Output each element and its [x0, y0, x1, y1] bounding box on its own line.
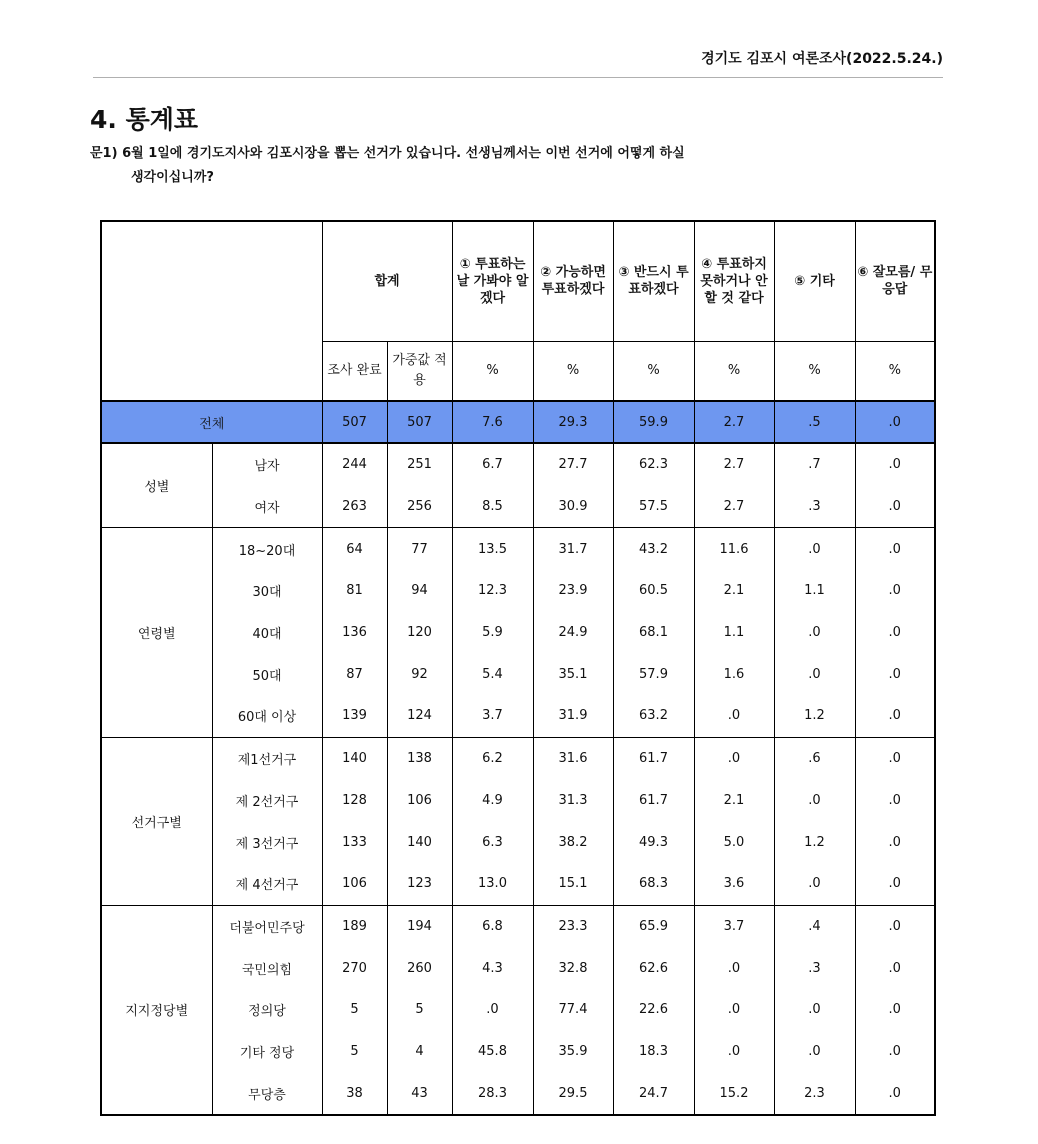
- row-label: 정의당: [212, 989, 322, 1031]
- cell-value: 45.8: [452, 1031, 533, 1073]
- row-label: 무당층: [212, 1072, 322, 1115]
- row-label: 50대: [212, 653, 322, 695]
- header-col-4: ④ 투표하지 못하거나 안할 것 같다: [694, 221, 774, 341]
- cell-value: 61.7: [613, 780, 694, 822]
- row-label: 남자: [212, 443, 322, 486]
- cell-value: 77.4: [533, 989, 613, 1031]
- table-row: [101, 528, 935, 570]
- cell-value: 5.0: [694, 821, 774, 863]
- cell-value: .0: [774, 528, 855, 570]
- cell-value: 29.5: [533, 1072, 613, 1115]
- cell-value: .0: [774, 1031, 855, 1073]
- cell-value: 28.3: [452, 1072, 533, 1115]
- subheader-weighted: 가중값 적용: [387, 341, 452, 401]
- cell-value: 27.7: [533, 443, 613, 486]
- cell-value: .0: [855, 989, 935, 1031]
- cell-value: .0: [694, 989, 774, 1031]
- cell-value: 23.9: [533, 570, 613, 612]
- header-col-2: ② 가능하면 투표하겠다: [533, 221, 613, 341]
- cell-value: .0: [855, 780, 935, 822]
- cell-value: 11.6: [694, 528, 774, 570]
- cell-value: 3.7: [694, 905, 774, 947]
- subheader-pct: %: [452, 341, 533, 401]
- cell-value: 123: [387, 863, 452, 905]
- cell-value: 38.2: [533, 821, 613, 863]
- cell-value: .0: [855, 443, 935, 486]
- subheader-pct: %: [855, 341, 935, 401]
- cell-value: 31.3: [533, 780, 613, 822]
- cell-value: 43: [387, 1072, 452, 1115]
- cell-value: .0: [855, 653, 935, 695]
- cell-value: 256: [387, 486, 452, 528]
- cell-value: 77: [387, 528, 452, 570]
- total-value: 59.9: [613, 401, 694, 443]
- cell-value: 263: [322, 486, 387, 528]
- table-row: [101, 570, 935, 612]
- row-label: 제 2선거구: [212, 780, 322, 822]
- cell-value: 81: [322, 570, 387, 612]
- cell-value: 106: [322, 863, 387, 905]
- cell-value: 94: [387, 570, 452, 612]
- cell-value: .0: [855, 486, 935, 528]
- header-corner: [101, 221, 322, 401]
- row-label: 제 3선거구: [212, 821, 322, 863]
- total-label: 전체: [101, 401, 322, 443]
- cell-value: 15.2: [694, 1072, 774, 1115]
- total-value: .5: [774, 401, 855, 443]
- cell-value: 35.9: [533, 1031, 613, 1073]
- cell-value: 270: [322, 947, 387, 989]
- cell-value: 65.9: [613, 905, 694, 947]
- cell-value: 5: [322, 989, 387, 1031]
- cell-value: 1.1: [774, 570, 855, 612]
- table-row: [101, 947, 935, 989]
- cell-value: .4: [774, 905, 855, 947]
- table-row: [101, 653, 935, 695]
- cell-value: 31.9: [533, 695, 613, 737]
- table-body: [101, 443, 935, 1115]
- total-value: 2.7: [694, 401, 774, 443]
- section-title: 4. 통계표: [90, 105, 199, 134]
- group-label: 연령별: [101, 528, 212, 737]
- cell-value: 2.3: [774, 1072, 855, 1115]
- cell-value: .0: [855, 737, 935, 779]
- cell-value: 260: [387, 947, 452, 989]
- cell-value: 49.3: [613, 821, 694, 863]
- cell-value: 43.2: [613, 528, 694, 570]
- cell-value: 57.5: [613, 486, 694, 528]
- header-col-6: ⑥ 잘모름/ 무응답: [855, 221, 935, 341]
- question-line-1: 문1) 6월 1일에 경기도지사와 김포시장을 뽑는 선거가 있습니다. 선생님께서는 이번 선거에 어떻게 하실: [90, 146, 685, 161]
- cell-value: 3.7: [452, 695, 533, 737]
- table-row: [101, 486, 935, 528]
- cell-value: 24.9: [533, 612, 613, 654]
- cell-value: 6.8: [452, 905, 533, 947]
- cell-value: .0: [855, 570, 935, 612]
- cell-value: .0: [855, 947, 935, 989]
- cell-value: 128: [322, 780, 387, 822]
- cell-value: 18.3: [613, 1031, 694, 1073]
- cell-value: 62.6: [613, 947, 694, 989]
- row-label: 여자: [212, 486, 322, 528]
- cell-value: 87: [322, 653, 387, 695]
- cell-value: 31.7: [533, 528, 613, 570]
- cell-value: .6: [774, 737, 855, 779]
- cell-value: 5: [322, 1031, 387, 1073]
- cell-value: .0: [694, 947, 774, 989]
- table-row: [101, 821, 935, 863]
- cell-value: 140: [387, 821, 452, 863]
- cell-value: .0: [774, 989, 855, 1031]
- cell-value: 6.2: [452, 737, 533, 779]
- cell-value: 62.3: [613, 443, 694, 486]
- subheader-pct: %: [613, 341, 694, 401]
- cell-value: 140: [322, 737, 387, 779]
- total-value: .0: [855, 401, 935, 443]
- cell-value: .0: [855, 1072, 935, 1115]
- cell-value: 31.6: [533, 737, 613, 779]
- cell-value: .0: [452, 989, 533, 1031]
- group-label: 성별: [101, 443, 212, 528]
- table-row: [101, 989, 935, 1031]
- cell-value: 189: [322, 905, 387, 947]
- cell-value: 5.9: [452, 612, 533, 654]
- cell-value: .3: [774, 947, 855, 989]
- cell-value: 1.6: [694, 653, 774, 695]
- cell-value: 12.3: [452, 570, 533, 612]
- question-text: [90, 142, 910, 190]
- total-value: 507: [322, 401, 387, 443]
- cell-value: 15.1: [533, 863, 613, 905]
- header-col-1: ① 투표하는 날 가봐야 알겠다: [452, 221, 533, 341]
- cell-value: 13.5: [452, 528, 533, 570]
- cell-value: 32.8: [533, 947, 613, 989]
- cell-value: 60.5: [613, 570, 694, 612]
- cell-value: 64: [322, 528, 387, 570]
- subheader-count: 조사 완료: [322, 341, 387, 401]
- cell-value: 38: [322, 1072, 387, 1115]
- cell-value: .0: [774, 612, 855, 654]
- cell-value: 8.5: [452, 486, 533, 528]
- table-row: [101, 780, 935, 822]
- cell-value: 4.3: [452, 947, 533, 989]
- cell-value: 57.9: [613, 653, 694, 695]
- cell-value: 138: [387, 737, 452, 779]
- cell-value: .0: [694, 737, 774, 779]
- cell-value: 120: [387, 612, 452, 654]
- row-label: 기타 정당: [212, 1031, 322, 1073]
- cell-value: 6.7: [452, 443, 533, 486]
- total-row: [101, 401, 935, 443]
- cell-value: 68.1: [613, 612, 694, 654]
- row-label: 더불어민주당: [212, 905, 322, 947]
- cell-value: 4: [387, 1031, 452, 1073]
- total-value: 507: [387, 401, 452, 443]
- cell-value: .0: [694, 1031, 774, 1073]
- question-line-2: 생각이십니까?: [131, 170, 214, 185]
- cell-value: 1.1: [694, 612, 774, 654]
- header-col-5: ⑤ 기타: [774, 221, 855, 341]
- row-label: 18~20대: [212, 528, 322, 570]
- cell-value: 5: [387, 989, 452, 1031]
- cell-value: 61.7: [613, 737, 694, 779]
- cell-value: 35.1: [533, 653, 613, 695]
- subheader-pct: %: [774, 341, 855, 401]
- total-value: 29.3: [533, 401, 613, 443]
- group-label: 선거구별: [101, 737, 212, 905]
- table-row: [101, 443, 935, 486]
- table-row: [101, 905, 935, 947]
- cell-value: 251: [387, 443, 452, 486]
- cell-value: 2.7: [694, 443, 774, 486]
- table-row: [101, 1031, 935, 1073]
- table-row: [101, 695, 935, 737]
- cell-value: .0: [694, 695, 774, 737]
- cell-value: 2.1: [694, 780, 774, 822]
- cell-value: .0: [774, 780, 855, 822]
- statistics-table: [100, 220, 936, 1116]
- report-title: 경기도 김포시 여론조사(2022.5.24.): [701, 51, 943, 67]
- cell-value: 30.9: [533, 486, 613, 528]
- table-row: [101, 612, 935, 654]
- cell-value: 194: [387, 905, 452, 947]
- cell-value: .0: [855, 905, 935, 947]
- header-divider: [93, 77, 943, 78]
- cell-value: .0: [855, 821, 935, 863]
- table-row: [101, 1072, 935, 1115]
- cell-value: 24.7: [613, 1072, 694, 1115]
- cell-value: .3: [774, 486, 855, 528]
- cell-value: 1.2: [774, 821, 855, 863]
- cell-value: 124: [387, 695, 452, 737]
- cell-value: .0: [855, 528, 935, 570]
- cell-value: 244: [322, 443, 387, 486]
- row-label: 40대: [212, 612, 322, 654]
- cell-value: .0: [855, 863, 935, 905]
- header-col-3: ③ 반드시 투표하겠다: [613, 221, 694, 341]
- cell-value: 5.4: [452, 653, 533, 695]
- cell-value: 63.2: [613, 695, 694, 737]
- cell-value: 13.0: [452, 863, 533, 905]
- total-value: 7.6: [452, 401, 533, 443]
- cell-value: .0: [855, 695, 935, 737]
- subheader-pct: %: [694, 341, 774, 401]
- table-row: [101, 863, 935, 905]
- cell-value: 4.9: [452, 780, 533, 822]
- cell-value: 1.2: [774, 695, 855, 737]
- cell-value: 92: [387, 653, 452, 695]
- cell-value: 133: [322, 821, 387, 863]
- subheader-pct: %: [533, 341, 613, 401]
- cell-value: 3.6: [694, 863, 774, 905]
- cell-value: 6.3: [452, 821, 533, 863]
- cell-value: 2.1: [694, 570, 774, 612]
- cell-value: .0: [855, 612, 935, 654]
- cell-value: .0: [774, 653, 855, 695]
- cell-value: .7: [774, 443, 855, 486]
- row-label: 제 4선거구: [212, 863, 322, 905]
- cell-value: .0: [855, 1031, 935, 1073]
- row-label: 국민의힘: [212, 947, 322, 989]
- table-row: [101, 737, 935, 779]
- cell-value: .0: [774, 863, 855, 905]
- cell-value: 139: [322, 695, 387, 737]
- cell-value: 106: [387, 780, 452, 822]
- header-total-group: 합계: [322, 221, 452, 341]
- cell-value: 68.3: [613, 863, 694, 905]
- cell-value: 22.6: [613, 989, 694, 1031]
- row-label: 30대: [212, 570, 322, 612]
- group-label: 지지정당별: [101, 905, 212, 1115]
- row-label: 60대 이상: [212, 695, 322, 737]
- cell-value: 136: [322, 612, 387, 654]
- cell-value: 23.3: [533, 905, 613, 947]
- cell-value: 2.7: [694, 486, 774, 528]
- row-label: 제1선거구: [212, 737, 322, 779]
